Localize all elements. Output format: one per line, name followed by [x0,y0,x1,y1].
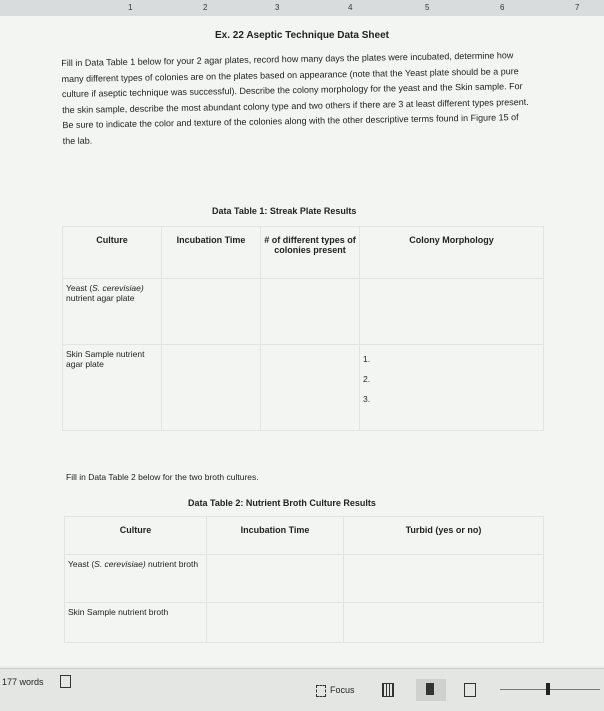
table2-caption: Data Table 2: Nutrient Broth Culture Results [188,498,376,508]
types-cell[interactable] [261,279,360,345]
header-colony-types: # of different types of colonies present [261,227,360,279]
header-incubation: Incubation Time [207,517,344,555]
morphology-cell[interactable] [360,279,544,345]
table-row [65,603,544,643]
turbid-cell[interactable] [344,555,544,603]
table1-caption: Data Table 1: Streak Plate Results [212,206,357,216]
culture-cell[interactable]: Yeast (S. cerevisiae) nutrient broth [65,555,207,603]
ruler-tick: 2 [203,3,208,12]
culture-cell[interactable]: Skin Sample nutrient broth [65,603,207,643]
turbid-cell[interactable] [344,603,544,643]
zoom-slider[interactable] [500,689,600,690]
ruler-tick: 7 [575,3,580,12]
web-layout-icon[interactable] [464,683,476,697]
table-row [65,555,544,603]
document-page[interactable] [0,16,604,666]
incubation-cell[interactable] [207,555,344,603]
focus-button[interactable]: Focus [330,685,355,695]
read-mode-icon[interactable] [382,683,394,697]
intro-paragraph: Fill in Data Table 1 below for your 2 agar plates, record how many days the plates were incubated, determine how many different types of colonies are on the plates based on appearance (note that the Yeast plate should be a pure culture if aseptic technique was successful). Describe the colony morphology for the yeast and the Skin sample. For the skin sample, describe the most abundant colony type and two others if there are 3 at least different types present. Be sure to indicate the color and texture of the colonies along with the other descriptive terms found in Figure 15 of the lab. [61,50,529,146]
ruler-tick: 4 [348,3,353,12]
types-cell[interactable] [261,345,360,431]
ruler-tick: 3 [275,3,280,12]
document-title: Ex. 22 Aseptic Technique Data Sheet [215,30,389,41]
table2-note: Fill in Data Table 2 below for the two broth cultures. [66,472,259,482]
table-row [63,279,544,345]
zoom-slider-thumb[interactable] [546,683,550,695]
incubation-cell[interactable] [207,603,344,643]
morphology-cell[interactable]: 1. 2. 3. [360,345,544,431]
incubation-cell[interactable] [162,279,261,345]
status-bar [0,668,604,711]
horizontal-ruler[interactable] [0,0,604,17]
header-culture: Culture [63,227,162,279]
focus-icon[interactable] [316,685,326,697]
table-row [63,345,544,431]
proofing-icon[interactable] [60,675,71,688]
ruler-tick: 6 [500,3,505,12]
culture-cell[interactable]: Yeast (S. cerevisiae) nutrient agar plate [63,279,162,345]
incubation-cell[interactable] [162,345,261,431]
streak-plate-table[interactable] [62,226,544,431]
header-morphology: Colony Morphology [360,227,544,279]
header-turbid: Turbid (yes or no) [344,517,544,555]
word-count[interactable]: 177 words [2,677,44,687]
header-culture: Culture [65,517,207,555]
ruler-tick: 1 [128,3,133,12]
header-incubation: Incubation Time [162,227,261,279]
print-layout-icon [426,683,434,695]
broth-culture-table[interactable] [64,516,544,643]
culture-cell[interactable]: Skin Sample nutrient agar plate [63,345,162,431]
ruler-tick: 5 [425,3,430,12]
